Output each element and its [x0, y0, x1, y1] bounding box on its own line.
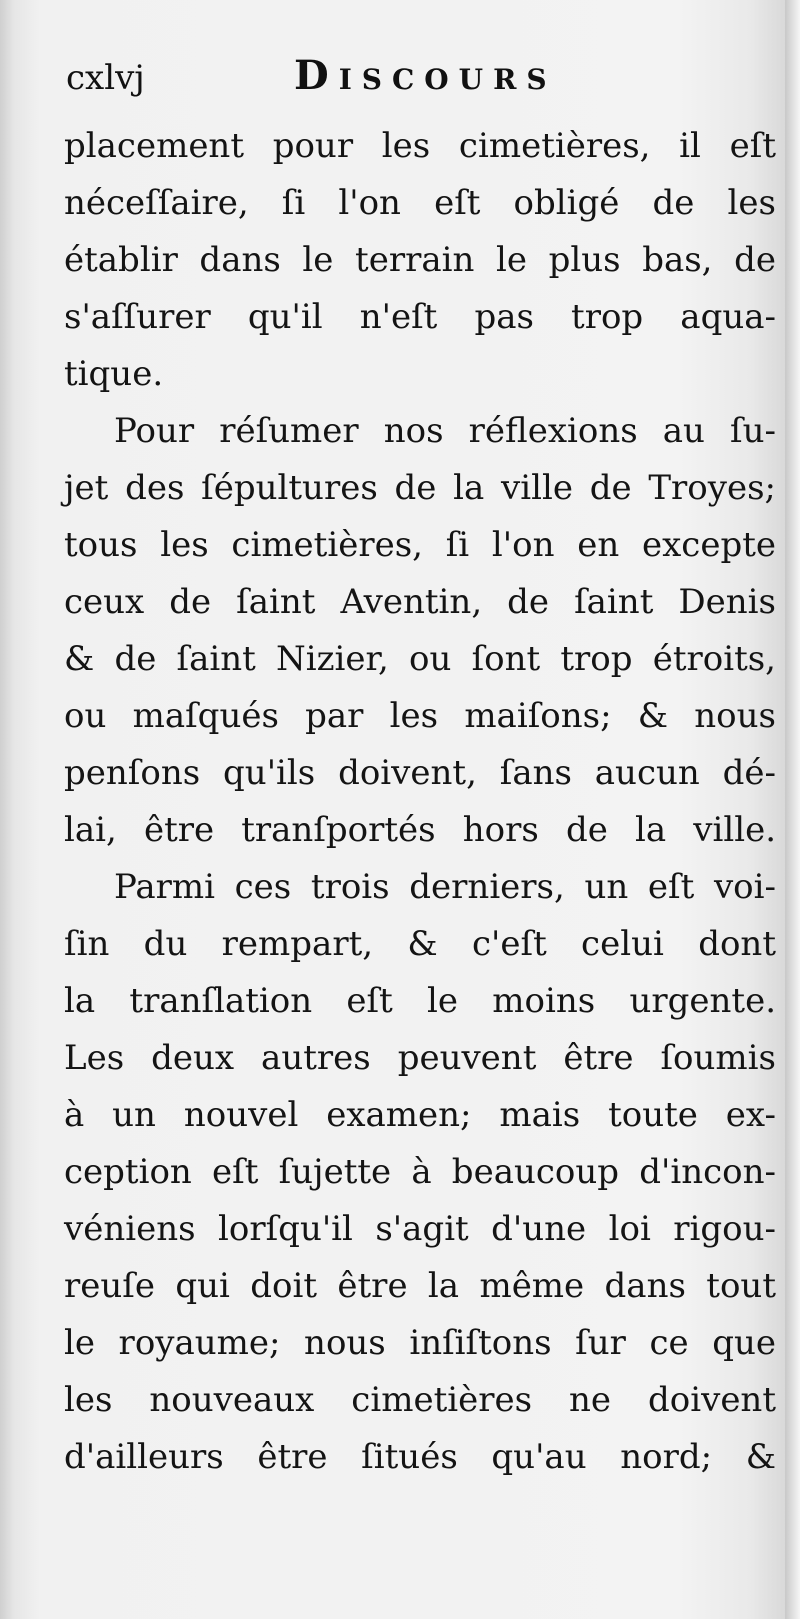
- text-line: & de ſaint Nizier, ou ſont trop étroits,: [64, 639, 776, 679]
- text-line: les nouveaux cimetières ne doivent: [64, 1380, 776, 1420]
- text-line: ſin du rempart, & c'eſt celui dont: [64, 924, 776, 964]
- text-line: placement pour les cimetières, il eſt: [64, 126, 776, 166]
- text-line: Les deux autres peuvent être ſoumis: [64, 1038, 776, 1078]
- running-title: Discours: [294, 52, 557, 99]
- text-line: s'aſſurer qu'il n'eſt pas trop aqua-: [64, 297, 776, 337]
- text-line: véniens lorſqu'il s'agit d'une loi rigou-: [64, 1209, 776, 1249]
- text-line: établir dans le terrain le plus bas, de: [64, 240, 776, 280]
- text-line: reuſe qui doit être la même dans tout: [64, 1266, 776, 1306]
- text-line: Pour réſumer nos réflexions au ſu-: [114, 411, 776, 451]
- text-line: jet des ſépultures de la ville de Troyes;: [64, 468, 776, 508]
- text-line: ceux de ſaint Aventin, de ſaint Denis: [64, 582, 776, 622]
- text-line: lai, être tranſportés hors de la ville.: [64, 810, 776, 850]
- text-line: à un nouvel examen; mais toute ex-: [64, 1095, 776, 1135]
- text-line: ou maſqués par les maiſons; & nous: [64, 696, 776, 736]
- text-line: la tranſlation eſt le moins urgente.: [64, 981, 776, 1021]
- text-line: le royaume; nous inſiſtons ſur ce que: [64, 1323, 776, 1363]
- folio-number: cxlvj: [66, 58, 145, 98]
- page-header: [66, 52, 766, 102]
- page-gutter-shadow: [785, 0, 800, 1619]
- body-text: [64, 118, 776, 1486]
- text-line: tous les cimetières, ſi l'on en excepte: [64, 525, 776, 565]
- text-line: tique.: [64, 354, 164, 394]
- text-line: néceſſaire, ſi l'on eſt obligé de les: [64, 183, 776, 223]
- text-line: d'ailleurs être ſitués qu'au nord; &: [64, 1437, 776, 1477]
- text-line: Parmi ces trois derniers, un eſt voi-: [114, 867, 776, 907]
- text-line: penſons qu'ils doivent, ſans aucun dé-: [64, 753, 776, 793]
- text-line: ception eſt ſujette à beaucoup d'incon-: [64, 1152, 776, 1192]
